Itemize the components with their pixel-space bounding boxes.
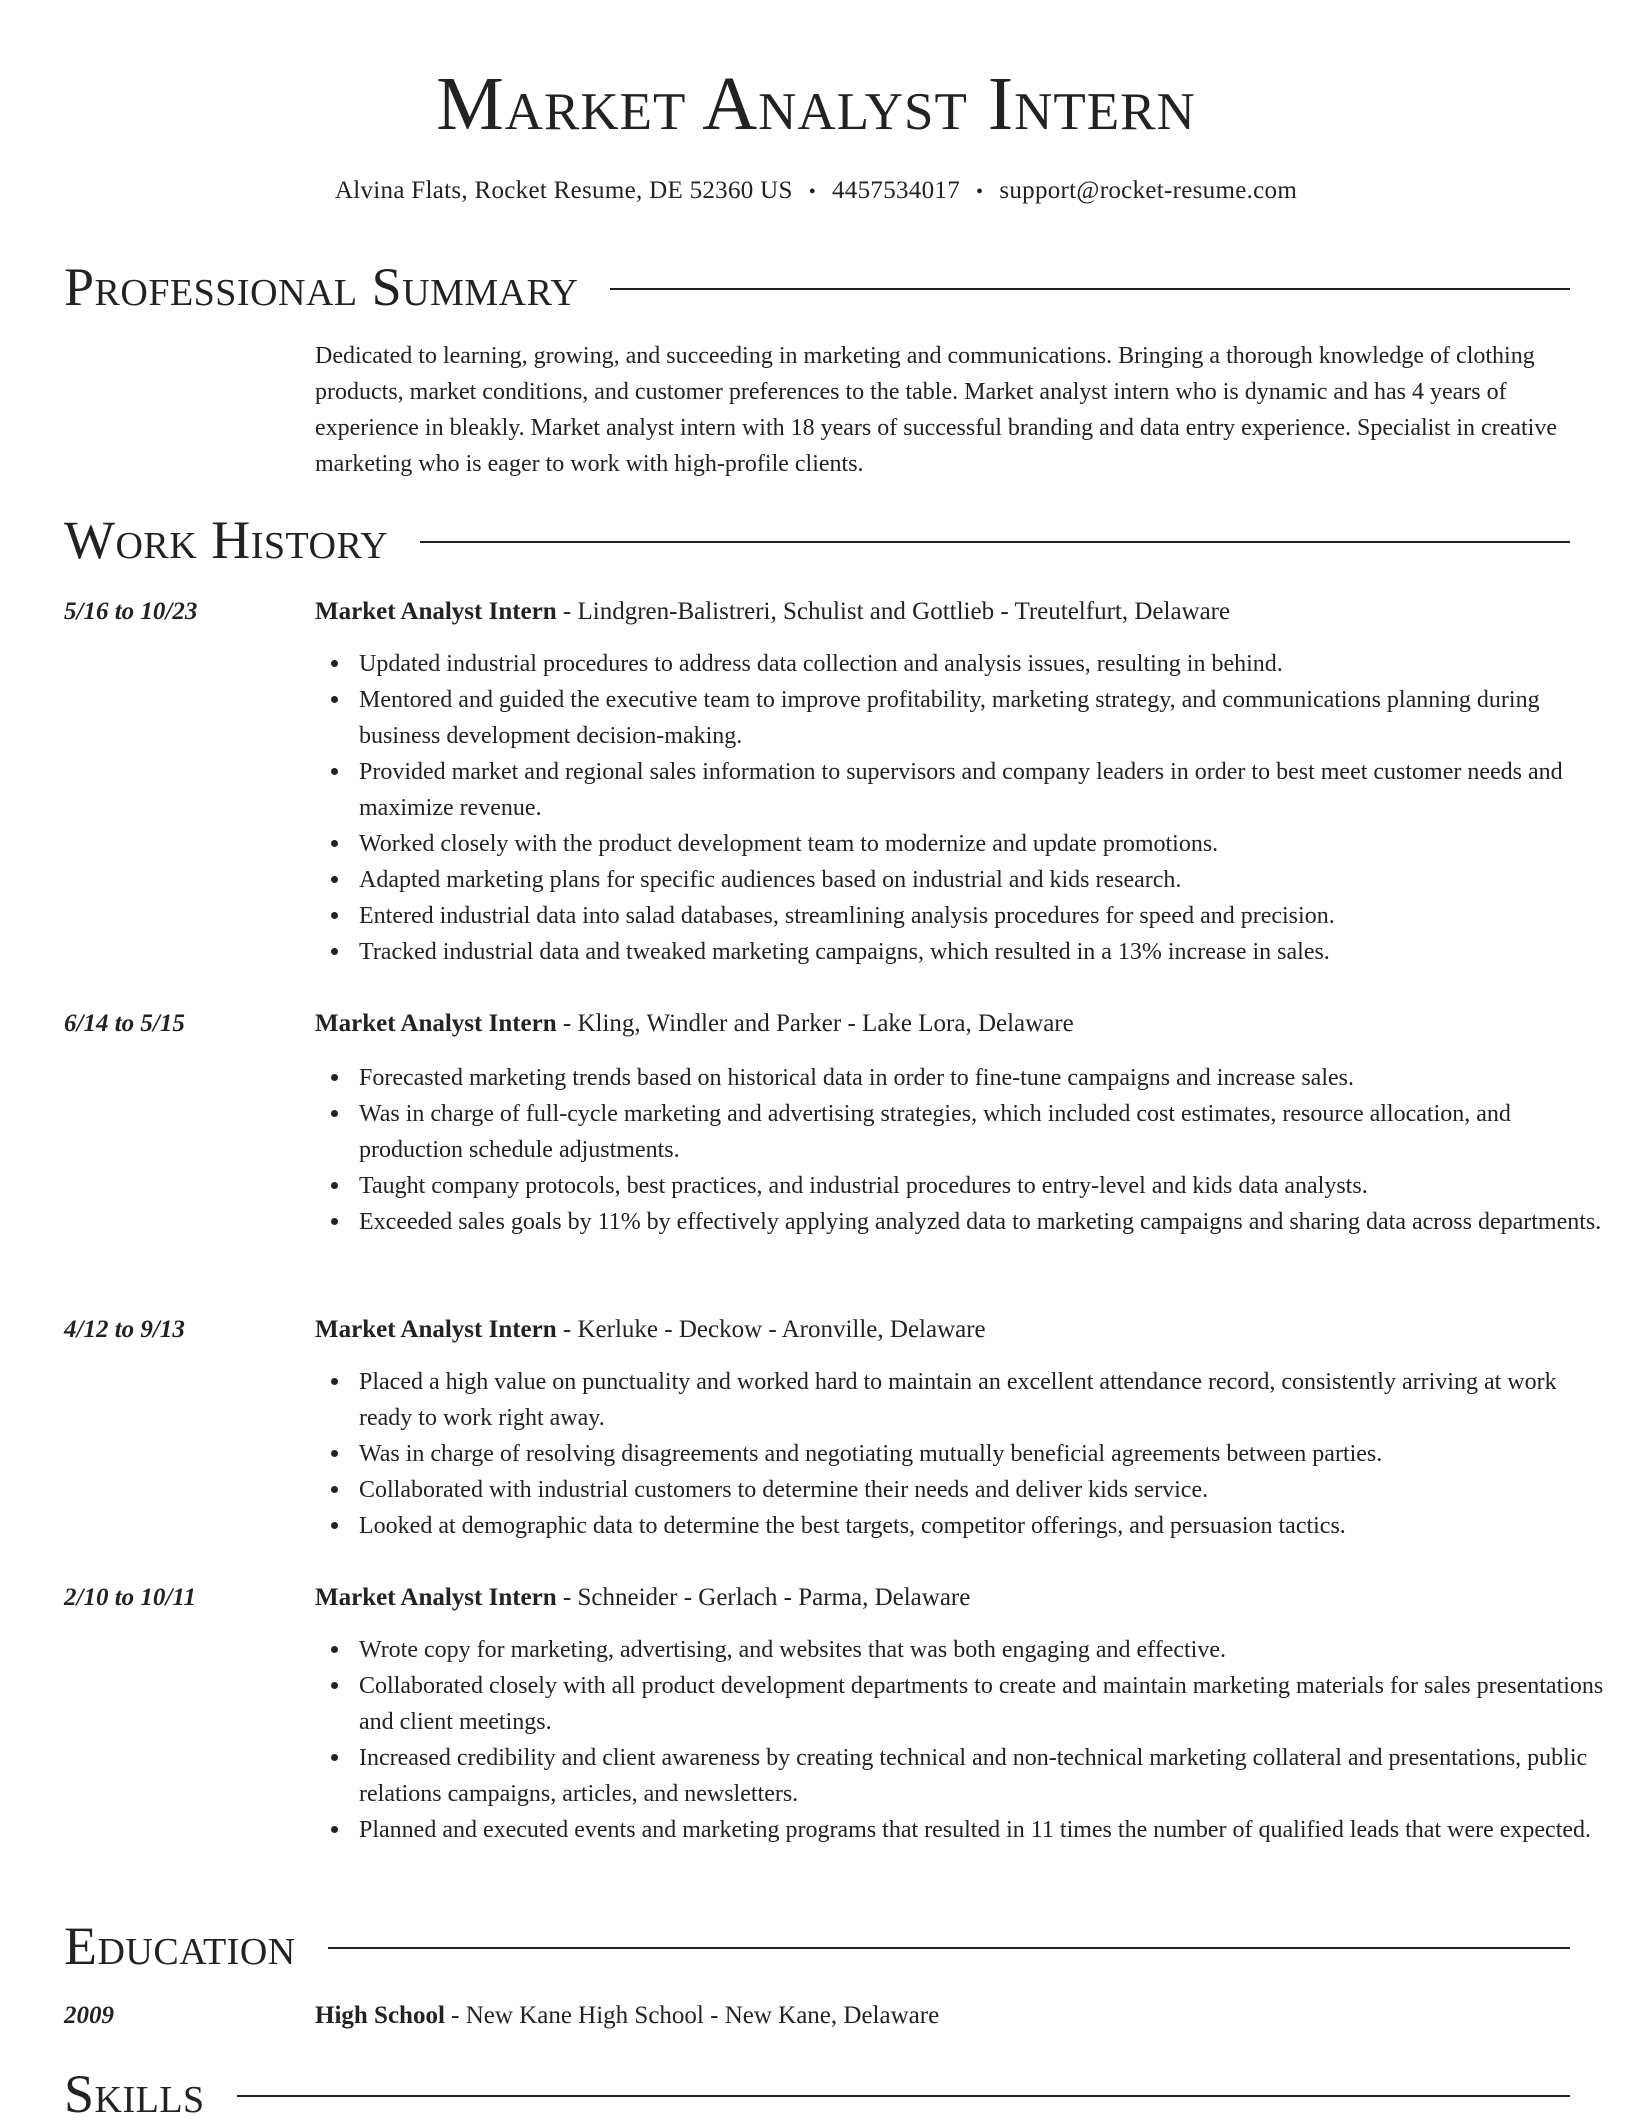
job-dates: 4/12 to 9/13 [64, 1316, 185, 1343]
job-details: - Schneider - Gerlach - Parma, Delaware [556, 1584, 971, 1611]
education-details: - New Kane High School - New Kane, Delaware [444, 2002, 940, 2029]
job-title-line [315, 594, 1230, 630]
job-details: - Lindgren-Balistreri, Schulist and Gottlieb - Treutelfurt, Delaware [556, 598, 1231, 625]
bullet-item: Adapted marketing plans for specific audiences based on industrial and kids research. [359, 862, 1615, 898]
job-title: Market Analyst Intern [315, 1010, 557, 1037]
skills-heading: Skills [64, 2064, 205, 2124]
job-details: - Kerluke - Deckow - Aronville, Delaware [556, 1316, 986, 1343]
section-divider [328, 1947, 1570, 1949]
bullet-item: Wrote copy for marketing, advertising, and websites that was both engaging and effective. [359, 1632, 1615, 1668]
section-divider [420, 541, 1570, 543]
job-title-line [315, 1006, 1074, 1042]
bullet-item: Entered industrial data into salad databases, streamlining analysis procedures for speed and precision. [359, 898, 1615, 934]
education-line [315, 1998, 939, 2034]
education-section-header [64, 1913, 1570, 1979]
bullet-item: Collaborated closely with all product development departments to create and maintain marketing materials for sales presentations and client meetings. [359, 1668, 1615, 1740]
job-bullets [315, 1364, 1615, 1544]
bullet-item: Planned and executed events and marketing programs that resulted in 11 times the number of qualified leads that were expected. [359, 1812, 1615, 1848]
bullet-item: Increased credibility and client awareness by creating technical and non-technical marketing collateral and presentations, public relations campaigns, articles, and newsletters. [359, 1740, 1615, 1812]
education-year: 2009 [64, 2002, 114, 2029]
bullet-item: Was in charge of full-cycle marketing and advertising strategies, which included cost estimates, resource allocation, and production schedule adjustments. [359, 1096, 1615, 1168]
bullet-item: Provided market and regional sales information to supervisors and company leaders in order to best meet customer needs and maximize revenue. [359, 754, 1615, 826]
job-dates: 5/16 to 10/23 [64, 598, 198, 625]
job-title: Market Analyst Intern [315, 1316, 557, 1343]
bullet-item: Looked at demographic data to determine the best targets, competitor offerings, and persuasion tactics. [359, 1508, 1615, 1544]
contact-separator: • [808, 181, 816, 203]
bullet-item: Tracked industrial data and tweaked marketing campaigns, which resulted in a 13% increase in sales. [359, 934, 1615, 970]
summary-section-header [64, 254, 1570, 320]
job-title-line [315, 1312, 986, 1348]
education-heading: Education [64, 1916, 296, 1976]
job-details: - Kling, Windler and Parker - Lake Lora, Delaware [556, 1010, 1074, 1037]
bullet-item: Forecasted marketing trends based on historical data in order to fine-tune campaigns and increase sales. [359, 1060, 1615, 1096]
bullet-item: Was in charge of resolving disagreements and negotiating mutually beneficial agreements between parties. [359, 1436, 1615, 1472]
contact-address: Alvina Flats, Rocket Resume, DE 52360 US [334, 177, 793, 204]
bullet-item: Exceeded sales goals by 11% by effectively applying analyzed data to marketing campaigns and sharing data across departments. [359, 1204, 1615, 1240]
section-divider [237, 2095, 1570, 2097]
education-degree: High School [315, 2002, 445, 2029]
bullet-item: Mentored and guided the executive team to improve profitability, marketing strategy, and communications planning during business development decision-making. [359, 682, 1615, 754]
contact-email: support@rocket-resume.com [999, 177, 1298, 204]
job-title-line [315, 1580, 970, 1616]
summary-text: Dedicated to learning, growing, and succeeding in marketing and communications. Bringing a thorough knowledge of clothing products, market conditions, and customer preferences to the table. Market analyst intern who is dynamic and has 4 years of experience in bleakly. Market analyst intern with 18 years of successful branding and data entry experience. Specialist in creative marketing who is eager to work with high-profile clients. [315, 343, 1557, 477]
job-title: Market Analyst Intern [315, 598, 557, 625]
summary-heading: Professional Summary [64, 257, 579, 317]
section-divider [610, 288, 1570, 290]
job-dates: 2/10 to 10/11 [64, 1584, 196, 1611]
resume-name: Market Analyst Intern [436, 62, 1196, 146]
job-bullets [315, 1632, 1615, 1848]
work-history-section-header [64, 507, 1570, 573]
bullet-item: Updated industrial procedures to address data collection and analysis issues, resulting in behind. [359, 646, 1615, 682]
work-history-heading: Work History [64, 510, 389, 570]
bullet-item: Placed a high value on punctuality and worked hard to maintain an excellent attendance record, consistently arriving at work ready to work right away. [359, 1364, 1615, 1436]
job-bullets [315, 646, 1615, 970]
job-title: Market Analyst Intern [315, 1584, 557, 1611]
bullet-item: Collaborated with industrial customers to determine their needs and deliver kids service. [359, 1472, 1615, 1508]
bullet-item: Worked closely with the product development team to modernize and update promotions. [359, 826, 1615, 862]
contact-separator: • [976, 181, 984, 203]
contact-phone: 4457534017 [832, 177, 960, 204]
job-dates: 6/14 to 5/15 [64, 1010, 185, 1037]
bullet-item: Taught company protocols, best practices, and industrial procedures to entry-level and kids data analysts. [359, 1168, 1615, 1204]
skills-section-header [64, 2061, 1570, 2127]
job-bullets [315, 1060, 1615, 1240]
contact-line [0, 174, 1632, 209]
